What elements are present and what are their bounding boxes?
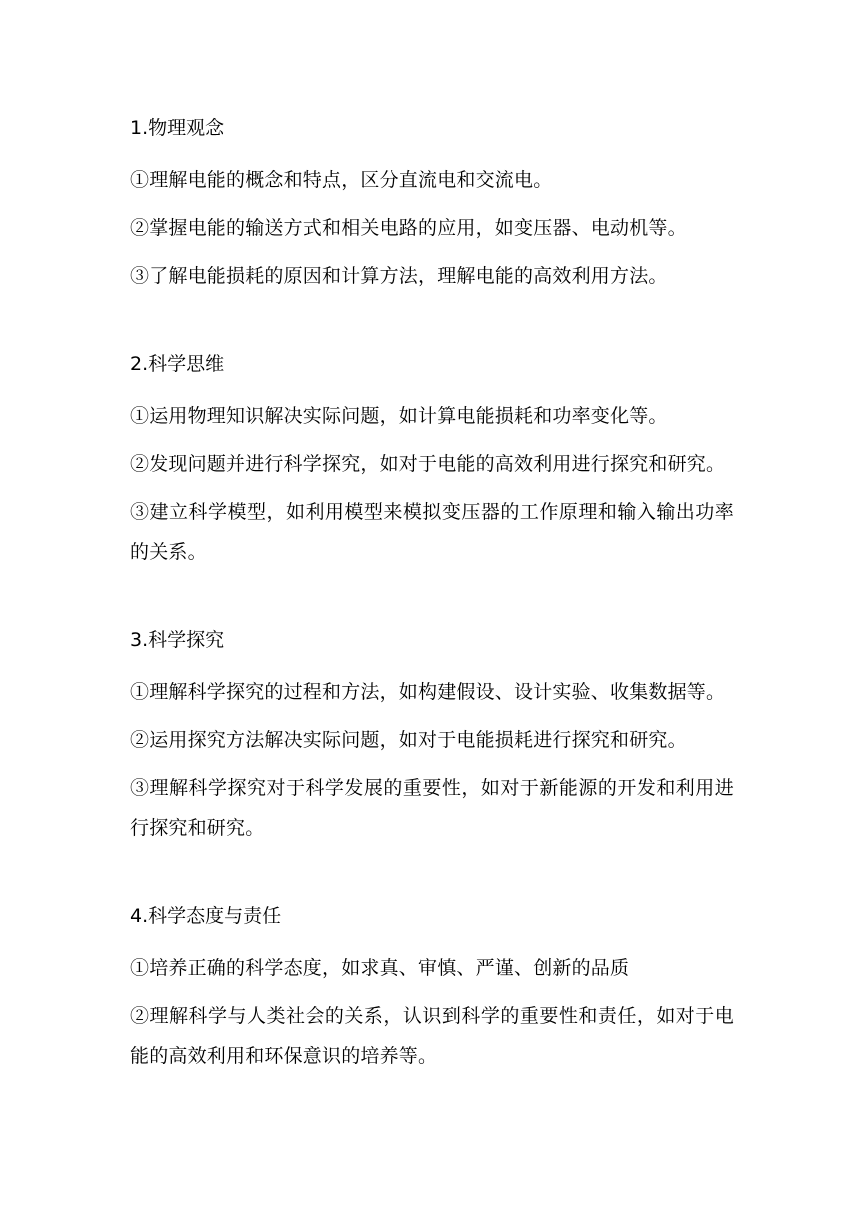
section-heading: 4.科学态度与责任 — [130, 905, 282, 927]
list-item: ①运用物理知识解决实际问题，如计算电能损耗和功率变化等。 — [130, 405, 668, 427]
list-item: ③理解科学探究对于科学发展的重要性，如对于新能源的开发和利用进行探究和研究。 — [130, 777, 734, 839]
section-scientific-inquiry — [130, 624, 734, 848]
list-item: ②发现问题并进行科学探究，如对于电能的高效利用进行探究和研究。 — [130, 453, 726, 475]
document-body — [130, 112, 734, 1128]
section-heading: 3.科学探究 — [130, 629, 225, 651]
list-item: ③了解电能损耗的原因和计算方法，理解电能的高效利用方法。 — [130, 265, 668, 287]
list-item: ①理解科学探究的过程和方法，如构建假设、设计实验、收集数据等。 — [130, 681, 726, 703]
section-attitude-responsibility — [130, 900, 734, 1076]
list-item: ②理解科学与人类社会的关系，认识到科学的重要性和责任，如对于电能的高效利用和环保意识的培养等。 — [130, 1005, 734, 1067]
list-item: ②运用探究方法解决实际问题，如对于电能损耗进行探究和研究。 — [130, 729, 687, 751]
list-item: ①培养正确的科学态度，如求真、审慎、严谨、创新的品质 — [130, 957, 630, 979]
section-physics-concepts — [130, 112, 734, 296]
list-item: ①理解电能的概念和特点，区分直流电和交流电。 — [130, 169, 553, 191]
section-heading: 2.科学思维 — [130, 353, 225, 375]
section-scientific-thinking — [130, 348, 734, 572]
list-item: ③建立科学模型，如利用模型来模拟变压器的工作原理和输入输出功率的关系。 — [130, 501, 734, 563]
list-item: ②掌握电能的输送方式和相关电路的应用，如变压器、电动机等。 — [130, 217, 687, 239]
section-heading: 1.物理观念 — [130, 117, 225, 139]
